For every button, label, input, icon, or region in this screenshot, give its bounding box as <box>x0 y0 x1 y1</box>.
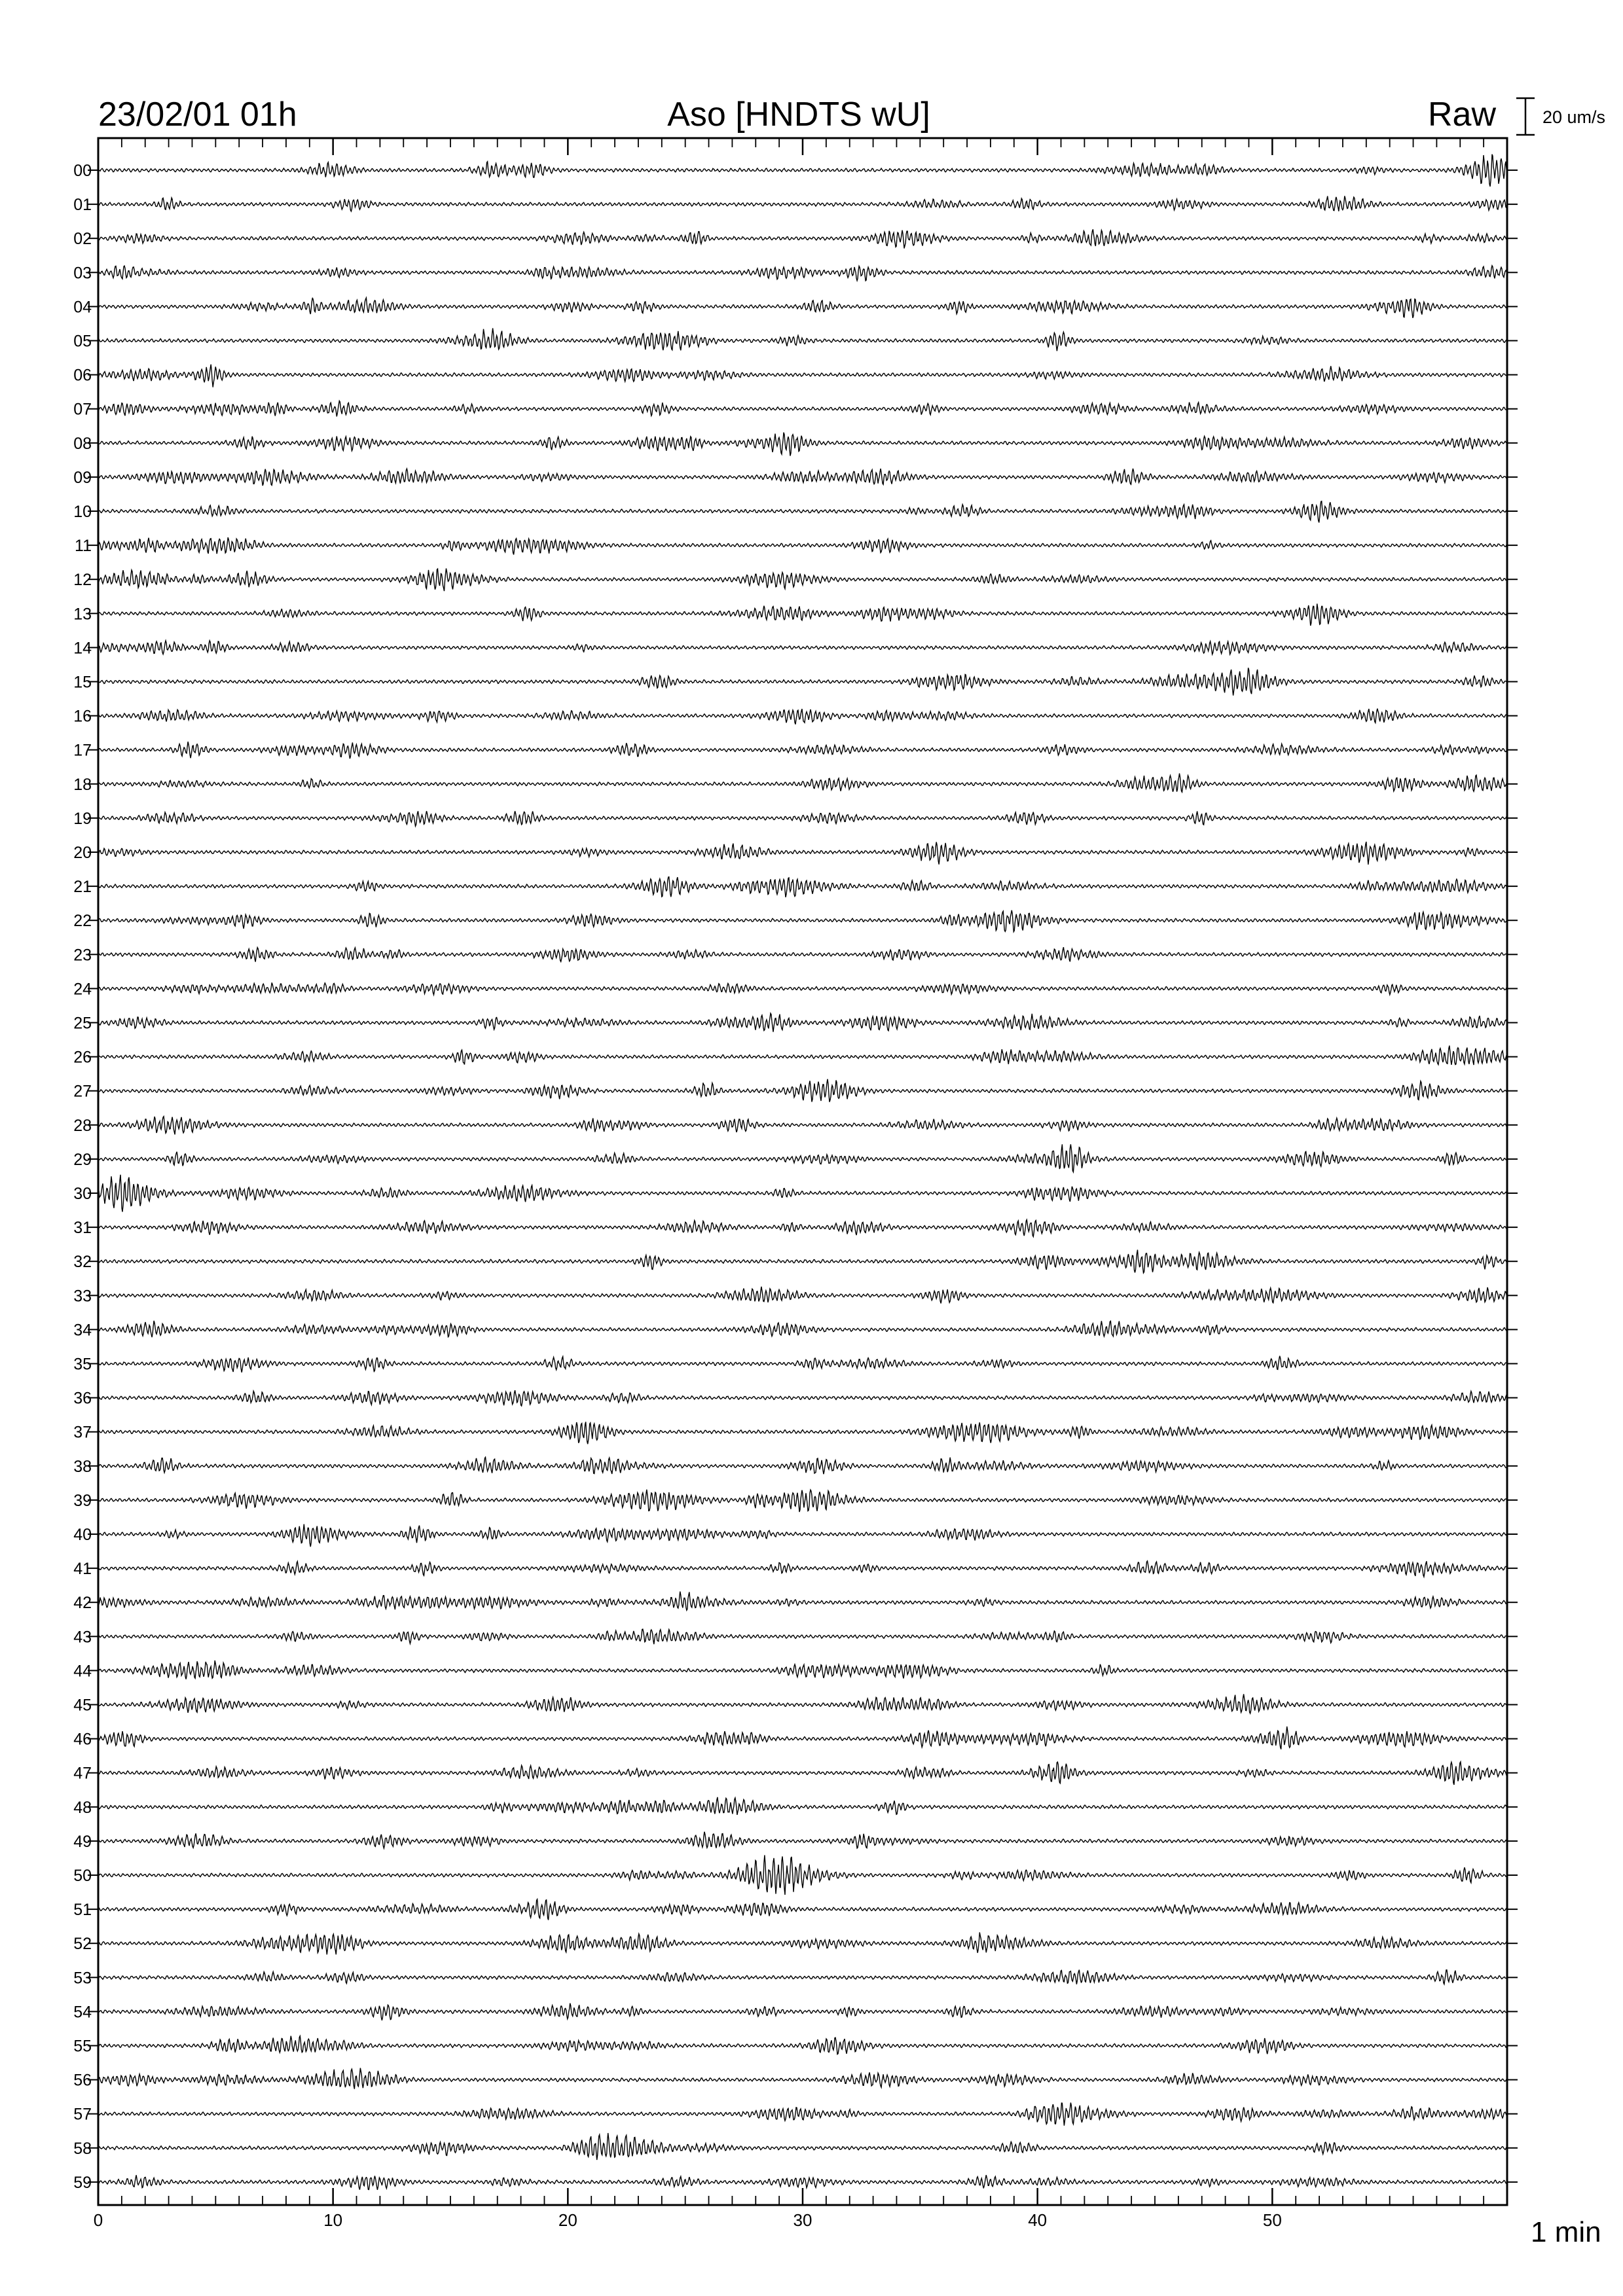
trace-line <box>98 1390 1507 1406</box>
trace-line <box>98 2103 1507 2126</box>
plot-frame <box>98 138 1507 2205</box>
trace-line <box>98 1832 1507 1848</box>
trace-line <box>98 1592 1507 1611</box>
row-label: 28 <box>73 1116 92 1135</box>
row-label: 29 <box>73 1150 92 1169</box>
row-label: 44 <box>73 1662 92 1681</box>
datetime-label: 23/02/01 01h <box>98 96 297 134</box>
trace-line <box>98 1220 1507 1237</box>
x-axis-label: 1 min <box>1531 2216 1601 2248</box>
row-label: 11 <box>75 537 92 556</box>
row-label: 53 <box>73 1969 92 1988</box>
x-tick-label: 20 <box>558 2210 577 2230</box>
row-label: 38 <box>73 1457 92 1476</box>
row-label: 10 <box>73 503 92 521</box>
trace-line <box>98 154 1507 187</box>
row-label: 12 <box>73 571 92 590</box>
trace-line <box>98 842 1507 865</box>
trace-line <box>98 1932 1507 1954</box>
trace-line <box>98 811 1507 826</box>
trace-line <box>98 1970 1507 1984</box>
row-label: 42 <box>73 1594 92 1613</box>
trace-line <box>98 1287 1507 1304</box>
trace-line <box>98 469 1507 486</box>
trace-line <box>98 401 1507 416</box>
row-label: 09 <box>73 468 92 487</box>
trace-line <box>98 2068 1507 2089</box>
row-label: 25 <box>73 1014 92 1033</box>
trace-line <box>98 947 1507 962</box>
row-label: 58 <box>73 2139 92 2158</box>
scale-bar <box>1516 98 1535 135</box>
scale-label: 20 um/s <box>1542 107 1606 127</box>
trace-line <box>98 328 1507 351</box>
x-tick-label: 40 <box>1028 2210 1048 2230</box>
trace-line <box>98 1117 1507 1135</box>
trace-line <box>98 1561 1507 1577</box>
trace-line <box>98 982 1507 995</box>
trace-line <box>98 1046 1507 1066</box>
row-label: 47 <box>73 1764 92 1783</box>
trace-line <box>98 501 1507 523</box>
trace-line <box>98 2036 1507 2054</box>
row-label: 22 <box>73 912 92 931</box>
trace-line <box>98 774 1507 793</box>
row-label: 18 <box>73 775 92 794</box>
row-label: 40 <box>73 1526 92 1544</box>
row-label: 00 <box>73 162 92 180</box>
row-label: 04 <box>73 298 92 317</box>
chart-title: Aso [HNDTS wU] <box>667 96 930 134</box>
row-label: 06 <box>73 366 92 385</box>
trace-line <box>98 1321 1507 1337</box>
row-label: 02 <box>73 230 92 249</box>
trace-line <box>98 1356 1507 1372</box>
x-tick-label: 30 <box>793 2210 812 2230</box>
trace-line <box>98 1660 1507 1679</box>
row-label: 32 <box>73 1253 92 1272</box>
trace-line <box>98 1629 1507 1644</box>
row-label: 36 <box>73 1389 92 1408</box>
trace-line <box>98 298 1507 318</box>
row-label: 52 <box>73 1935 92 1954</box>
trace-line <box>98 1079 1507 1102</box>
row-label: 05 <box>73 332 92 351</box>
row-label: 48 <box>73 1798 92 1817</box>
row-label: 50 <box>73 1867 92 1885</box>
row-label: 51 <box>73 1901 92 1920</box>
row-label: 33 <box>73 1287 92 1306</box>
trace-line <box>98 266 1507 281</box>
trace-line <box>98 1797 1507 1815</box>
row-label: 37 <box>73 1423 92 1442</box>
trace-line <box>98 433 1507 456</box>
row-label: 35 <box>73 1355 92 1374</box>
trace-line <box>98 569 1507 592</box>
trace-line <box>98 1762 1507 1785</box>
trace-line <box>98 910 1507 932</box>
row-label: 15 <box>73 673 92 692</box>
row-label: 46 <box>73 1730 92 1749</box>
trace-line <box>98 2003 1507 2020</box>
trace-line <box>98 1727 1507 1749</box>
trace-line <box>98 365 1507 387</box>
row-label: 14 <box>73 639 92 658</box>
x-tick-label: 0 <box>93 2210 103 2230</box>
mode-label: Raw <box>1427 96 1496 134</box>
trace-line <box>98 1013 1507 1032</box>
row-label: 03 <box>73 264 92 283</box>
row-label: 59 <box>73 2173 92 2192</box>
row-label: 26 <box>73 1048 92 1067</box>
trace-line <box>98 196 1507 211</box>
x-tick-label: 10 <box>323 2210 343 2230</box>
row-label: 34 <box>73 1321 92 1340</box>
trace-line <box>98 641 1507 655</box>
trace-line <box>98 709 1507 725</box>
row-label: 41 <box>73 1560 92 1579</box>
trace-line <box>98 1899 1507 1920</box>
row-label: 16 <box>73 707 92 726</box>
row-label: 56 <box>73 2071 92 2090</box>
row-label: 13 <box>73 605 92 624</box>
trace-line <box>98 1144 1507 1172</box>
row-label: 55 <box>73 2037 92 2056</box>
trace-line <box>98 1694 1507 1713</box>
row-label: 39 <box>73 1491 92 1510</box>
trace-rows <box>73 154 1518 2192</box>
trace-line <box>98 1175 1507 1212</box>
row-label: 21 <box>73 878 92 897</box>
row-label: 43 <box>73 1628 92 1647</box>
trace-line <box>98 1457 1507 1474</box>
row-label: 31 <box>73 1219 92 1238</box>
trace-line <box>98 1250 1507 1274</box>
row-label: 07 <box>73 400 92 419</box>
trace-line <box>98 1422 1507 1444</box>
row-label: 57 <box>73 2105 92 2124</box>
trace-line <box>98 2133 1507 2160</box>
row-label: 54 <box>73 2003 92 2022</box>
minute-ticks <box>94 138 1507 2230</box>
x-tick-label: 50 <box>1262 2210 1282 2230</box>
trace-line <box>98 742 1507 759</box>
row-label: 30 <box>73 1185 92 1203</box>
trace-line <box>98 1490 1507 1512</box>
row-label: 19 <box>73 809 92 828</box>
trace-line <box>98 2175 1507 2190</box>
trace-line <box>98 1855 1507 1895</box>
row-label: 49 <box>73 1832 92 1851</box>
row-label: 45 <box>73 1696 92 1715</box>
row-label: 23 <box>73 946 92 965</box>
trace-line <box>98 537 1507 554</box>
row-label: 08 <box>73 434 92 453</box>
trace-line <box>98 1524 1507 1547</box>
trace-line <box>98 668 1507 695</box>
row-label: 20 <box>73 844 92 862</box>
row-label: 01 <box>73 196 92 215</box>
trace-line <box>98 603 1507 626</box>
row-label: 24 <box>73 980 92 999</box>
row-label: 27 <box>73 1082 92 1101</box>
trace-line <box>98 229 1507 248</box>
trace-line <box>98 877 1507 897</box>
row-label: 17 <box>73 741 92 760</box>
